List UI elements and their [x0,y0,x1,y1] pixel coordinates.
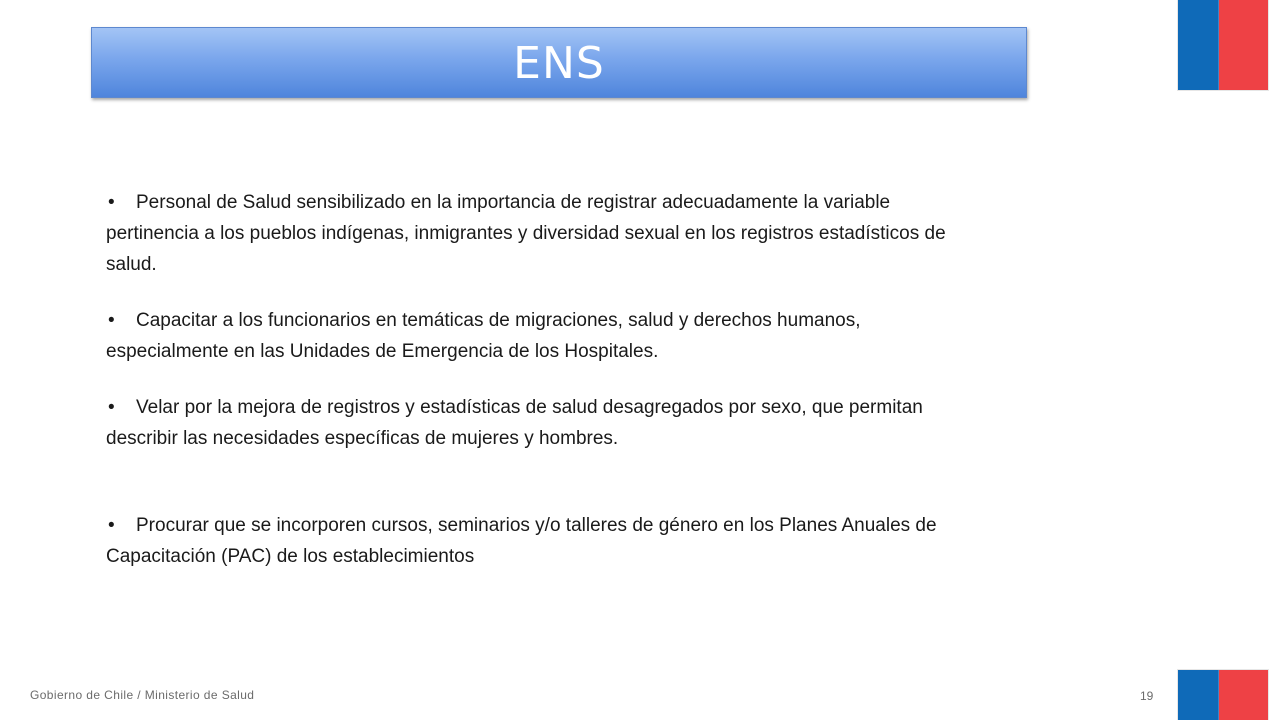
bullet-dot-icon: • [108,310,115,331]
bullet-text: Procurar que se incorporen cursos, seminarios y/o talleres de género en los Planes Anuales de Capacitación (PAC) de los establecimientos [106,515,937,567]
bullet-item [106,187,986,280]
bullet-dot-icon: • [108,192,115,213]
page-number: 19 [1140,689,1154,703]
title-banner [91,27,1027,98]
flag-blue-stripe [1178,670,1219,720]
bullet-text: Personal de Salud sensibilizado en la importancia de registrar adecuadamente la variable pertinencia a los pueblos indígenas, inmigrantes y diversidad sexual en los registros estadísticos de salud. [106,192,946,275]
bullet-dot-icon: • [108,397,115,418]
bullet-dot-icon: • [108,515,115,536]
bullet-item [106,392,986,454]
bullet-item [106,305,986,367]
flag-red-stripe [1219,670,1268,720]
slide-body [106,187,986,572]
chile-flag-bottom-logo [1178,670,1268,720]
bullet-text: Capacitar a los funcionarios en temáticas de migraciones, salud y derechos humanos, especialmente en las Unidades de Emergencia de los Hospitales. [106,310,861,362]
flag-red-stripe [1219,0,1268,90]
flag-blue-stripe [1178,0,1219,90]
bullet-text: Velar por la mejora de registros y estadísticas de salud desagregados por sexo, que permitan describir las necesidades específicas de mujeres y hombres. [106,397,923,449]
chile-flag-top-logo [1178,0,1268,90]
slide-title: ENS [513,38,605,89]
bullet-item [106,510,986,572]
footer-organization: Gobierno de Chile / Ministerio de Salud [30,688,255,702]
